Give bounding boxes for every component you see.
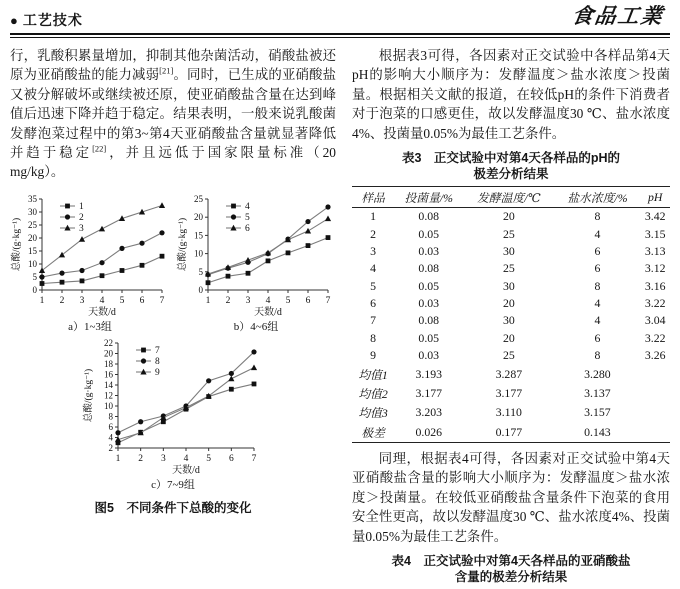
table-cell: 0.05: [418, 226, 440, 241]
svg-text:4: 4: [108, 432, 113, 443]
figure-caption: 图5 不同条件下总酸的变化: [94, 500, 252, 515]
table-cell: 3.203: [415, 405, 443, 420]
svg-text:5: 5: [32, 271, 37, 282]
chart-block-a: [10, 192, 170, 334]
table-cell: 3.193: [415, 366, 443, 381]
table-cell: 均值3: [358, 406, 388, 421]
citation-ref: [22]: [92, 143, 107, 154]
chart-block-b: [176, 192, 336, 334]
table-header-cell: 发酵温度/℃: [463, 187, 554, 208]
svg-text:5: 5: [198, 266, 203, 277]
svg-text:2: 2: [59, 295, 65, 306]
table3-caption-line2: 极差分析结果: [473, 167, 549, 182]
table-cell: 3.280: [584, 366, 611, 381]
y-axis-label: 总酸/(g·kg⁻¹): [12, 217, 22, 271]
table-row: [352, 260, 670, 277]
table-cell: 3.22: [644, 296, 666, 311]
table-cell: 8: [594, 278, 601, 293]
table-cell: 7: [370, 313, 377, 328]
svg-text:1: 1: [115, 453, 121, 464]
table-cell: 20: [502, 209, 515, 224]
table-header-cell: pH: [640, 187, 670, 208]
table-cell: 3.177: [415, 385, 443, 400]
table-cell: 3.287: [495, 366, 523, 381]
table-cell: 0.05: [418, 278, 440, 293]
table-header-cell: 样品: [352, 187, 394, 208]
svg-text:6: 6: [245, 223, 250, 234]
svg-text:4: 4: [245, 201, 250, 212]
table-row: [352, 403, 670, 422]
line-chart-b: [176, 192, 336, 318]
table-cell: 8: [594, 348, 601, 363]
table-header-row: [352, 187, 670, 208]
svg-text:14: 14: [104, 379, 113, 390]
table-cell: 3.42: [644, 209, 666, 224]
table-cell: 3.16: [644, 278, 666, 293]
table-cell: [640, 384, 670, 403]
svg-text:3: 3: [245, 295, 251, 306]
svg-text:4: 4: [183, 453, 189, 464]
table-row: [352, 208, 670, 226]
table-cell: 4: [594, 296, 601, 311]
section-label: 工艺技术: [22, 12, 83, 28]
svg-text:1: 1: [39, 295, 45, 306]
table3-caption: [352, 150, 670, 182]
table4-caption-line2: 含量的极差分析结果: [454, 569, 568, 584]
table-cell: 6: [594, 330, 601, 345]
subplot-caption: a）1~3组: [68, 320, 112, 333]
svg-text:10: 10: [28, 258, 37, 269]
table-row: [352, 225, 670, 242]
table-cell: 4: [370, 261, 377, 276]
svg-text:1: 1: [205, 295, 211, 306]
y-axis-label: 总酸/(g·kg⁻¹): [84, 368, 94, 422]
table-cell: 3.137: [584, 385, 611, 400]
section-tag: [10, 10, 83, 30]
x-axis-label: 天数/d: [172, 464, 200, 476]
svg-text:4: 4: [99, 295, 105, 306]
right-paragraph-1: 根据表3可得，各因素对正交试验中各样品第4天pH的影响大小顺序为：发酵温度＞盐水浓度＞投菌量。根据相关文献的报道，在较低pH的条件下消费者对于泡菜的口感更佳，故以发酵温度30 ℃、盐水浓度4%、投菌量0.05%为最佳工艺条件。: [352, 48, 670, 141]
svg-text:0: 0: [198, 284, 203, 295]
table-cell: 2: [370, 226, 377, 241]
table-cell: 3.26: [644, 348, 666, 363]
svg-text:2: 2: [225, 295, 231, 306]
table-cell: 0.03: [418, 243, 440, 258]
page-header: [10, 4, 670, 30]
table-cell: 20: [502, 296, 515, 311]
table-row: [352, 364, 670, 383]
table-cell: 8: [370, 330, 377, 345]
table-row: [352, 330, 670, 347]
svg-text:7: 7: [325, 295, 331, 306]
table-cell: 0.026: [415, 424, 443, 439]
table-cell: 20: [502, 330, 515, 345]
table-cell: 0.05: [418, 330, 440, 345]
svg-text:6: 6: [139, 295, 145, 306]
svg-text:12: 12: [104, 390, 113, 401]
right-column: [352, 46, 670, 589]
table-cell: 3.22: [644, 330, 666, 345]
table-cell: 8: [594, 209, 601, 224]
table-cell: 6: [370, 296, 377, 311]
right-paragraph-2: 同理，根据表4可得，各因素对正交试验中第4天亚硝酸盐含量的影响大小顺序为：发酵温度＞盐水浓度＞投菌量。在较低亚硝酸盐含量条件下泡菜的食用安全性更高，故以发酵温度30 ℃、盐水浓度4%、投菌量0.05%为最佳工艺条件。: [352, 450, 670, 544]
chart-block-c: [82, 336, 264, 492]
svg-text:5: 5: [245, 212, 250, 223]
svg-text:6: 6: [108, 421, 113, 432]
journal-logo: 食品工業: [570, 4, 666, 28]
table-cell: 3: [370, 243, 377, 258]
table-cell: 9: [370, 348, 377, 363]
svg-text:7: 7: [251, 453, 257, 464]
table-cell: 3.15: [644, 226, 666, 241]
table-cell: 6: [594, 261, 601, 276]
table-cell: [640, 423, 670, 443]
table-cell: 1: [370, 209, 377, 224]
table-cell: 极差: [361, 425, 385, 440]
table-cell: [640, 403, 670, 422]
svg-text:9: 9: [155, 367, 160, 378]
table-cell: 30: [502, 278, 515, 293]
table-row: [352, 312, 670, 329]
table-cell: 3.13: [644, 243, 666, 258]
table-cell: 均值1: [358, 367, 388, 382]
svg-text:18: 18: [104, 358, 113, 369]
svg-text:6: 6: [228, 453, 234, 464]
table-cell: 3.177: [495, 385, 523, 400]
table-cell: 0.143: [584, 424, 611, 439]
table-row: [352, 295, 670, 312]
table-row: [352, 278, 670, 295]
table-cell: 0.03: [418, 348, 440, 363]
svg-text:15: 15: [194, 230, 203, 241]
table-row: [352, 423, 670, 443]
subplot-caption: c）7~9组: [151, 478, 195, 491]
y-axis-label: 总酸/(g·kg⁻¹): [178, 217, 188, 271]
svg-text:25: 25: [28, 219, 37, 230]
table-cell: 5: [370, 278, 377, 293]
svg-text:8: 8: [108, 411, 113, 422]
svg-text:6: 6: [305, 295, 311, 306]
table-cell: 3.110: [495, 405, 522, 420]
table-cell: 25: [502, 226, 515, 241]
charts-row-top: [10, 192, 336, 334]
x-axis-label: 天数/d: [254, 306, 282, 318]
svg-text:16: 16: [104, 369, 113, 380]
two-column-body: [10, 46, 670, 589]
figure-5: [10, 192, 336, 516]
table-cell: 30: [502, 243, 515, 258]
svg-text:2: 2: [138, 453, 144, 464]
table-cell: 0.03: [418, 296, 440, 311]
line-chart-a: [10, 192, 170, 318]
table-cell: 4: [594, 313, 601, 328]
left-paragraph: 行，乳酸积累量增加，抑制其他杂菌活动，硝酸盐被还原为亚硝酸盐的能力减弱[21]。同时，已生成的亚硝酸盐又被分解破坏或继续被还原，使亚硝酸盐含量在达到峰值后迅速下降并趋于稳定。结果表明，一般来说乳酸菌发酵泡菜过程中的第3~第4天亚硝酸盐含量就显著降低并趋于稳定[22]，并且远低于国家限量标准（20 mg/kg）。: [10, 48, 337, 180]
citation-ref: [21]: [159, 65, 174, 76]
svg-text:7: 7: [155, 345, 160, 356]
table-cell: 均值2: [358, 386, 388, 401]
table-cell: 3.157: [584, 405, 611, 420]
x-axis-label: 天数/d: [88, 306, 116, 318]
svg-text:0: 0: [32, 284, 37, 295]
table4-caption: [352, 553, 670, 585]
table-cell: 0.08: [418, 209, 440, 224]
bullet-icon: ●: [10, 12, 19, 28]
svg-text:2: 2: [108, 442, 113, 453]
left-column: [10, 46, 336, 589]
table-header-cell: 投菌量/%: [394, 187, 463, 208]
table-header-cell: 盐水浓度/%: [554, 187, 640, 208]
svg-text:3: 3: [79, 295, 85, 306]
svg-text:22: 22: [104, 337, 113, 348]
svg-text:1: 1: [79, 201, 84, 212]
table-cell: 3.04: [644, 313, 666, 328]
svg-text:15: 15: [28, 245, 37, 256]
svg-text:3: 3: [160, 453, 166, 464]
table-cell: 30: [502, 313, 515, 328]
svg-text:20: 20: [28, 232, 37, 243]
table-cell: 0.08: [418, 261, 440, 276]
table-row: [352, 347, 670, 364]
table-cell: 25: [502, 348, 515, 363]
table-cell: 6: [594, 243, 601, 258]
svg-text:7: 7: [159, 295, 165, 306]
table-cell: 0.08: [418, 313, 440, 328]
svg-text:20: 20: [194, 212, 203, 223]
table-cell: [640, 364, 670, 383]
header-rule: [10, 33, 670, 38]
table4-caption-line1: 表4 正交试验中对第4天各样品的亚硝酸盐: [391, 553, 631, 568]
svg-text:25: 25: [194, 193, 203, 204]
table3: [352, 186, 670, 443]
svg-text:3: 3: [79, 223, 84, 234]
svg-text:10: 10: [194, 248, 203, 259]
svg-text:35: 35: [28, 193, 37, 204]
svg-text:20: 20: [104, 348, 113, 359]
table-cell: 3.12: [644, 261, 666, 276]
svg-text:8: 8: [155, 356, 160, 367]
svg-text:2: 2: [79, 212, 84, 223]
svg-text:5: 5: [285, 295, 291, 306]
subplot-caption: b）4~6组: [233, 320, 279, 333]
svg-text:5: 5: [119, 295, 125, 306]
svg-text:5: 5: [206, 453, 212, 464]
line-chart-c: [82, 336, 264, 476]
svg-text:4: 4: [265, 295, 271, 306]
table-cell: 0.177: [495, 424, 523, 439]
table3-caption-line1: 表3 正交试验中对第4天各样品的pH的: [401, 151, 621, 166]
charts-row-bottom: [10, 336, 336, 492]
table-cell: 4: [594, 226, 601, 241]
table-cell: 25: [502, 261, 515, 276]
svg-text:10: 10: [104, 400, 113, 411]
svg-text:30: 30: [28, 206, 37, 217]
table-row: [352, 243, 670, 260]
table-row: [352, 384, 670, 403]
